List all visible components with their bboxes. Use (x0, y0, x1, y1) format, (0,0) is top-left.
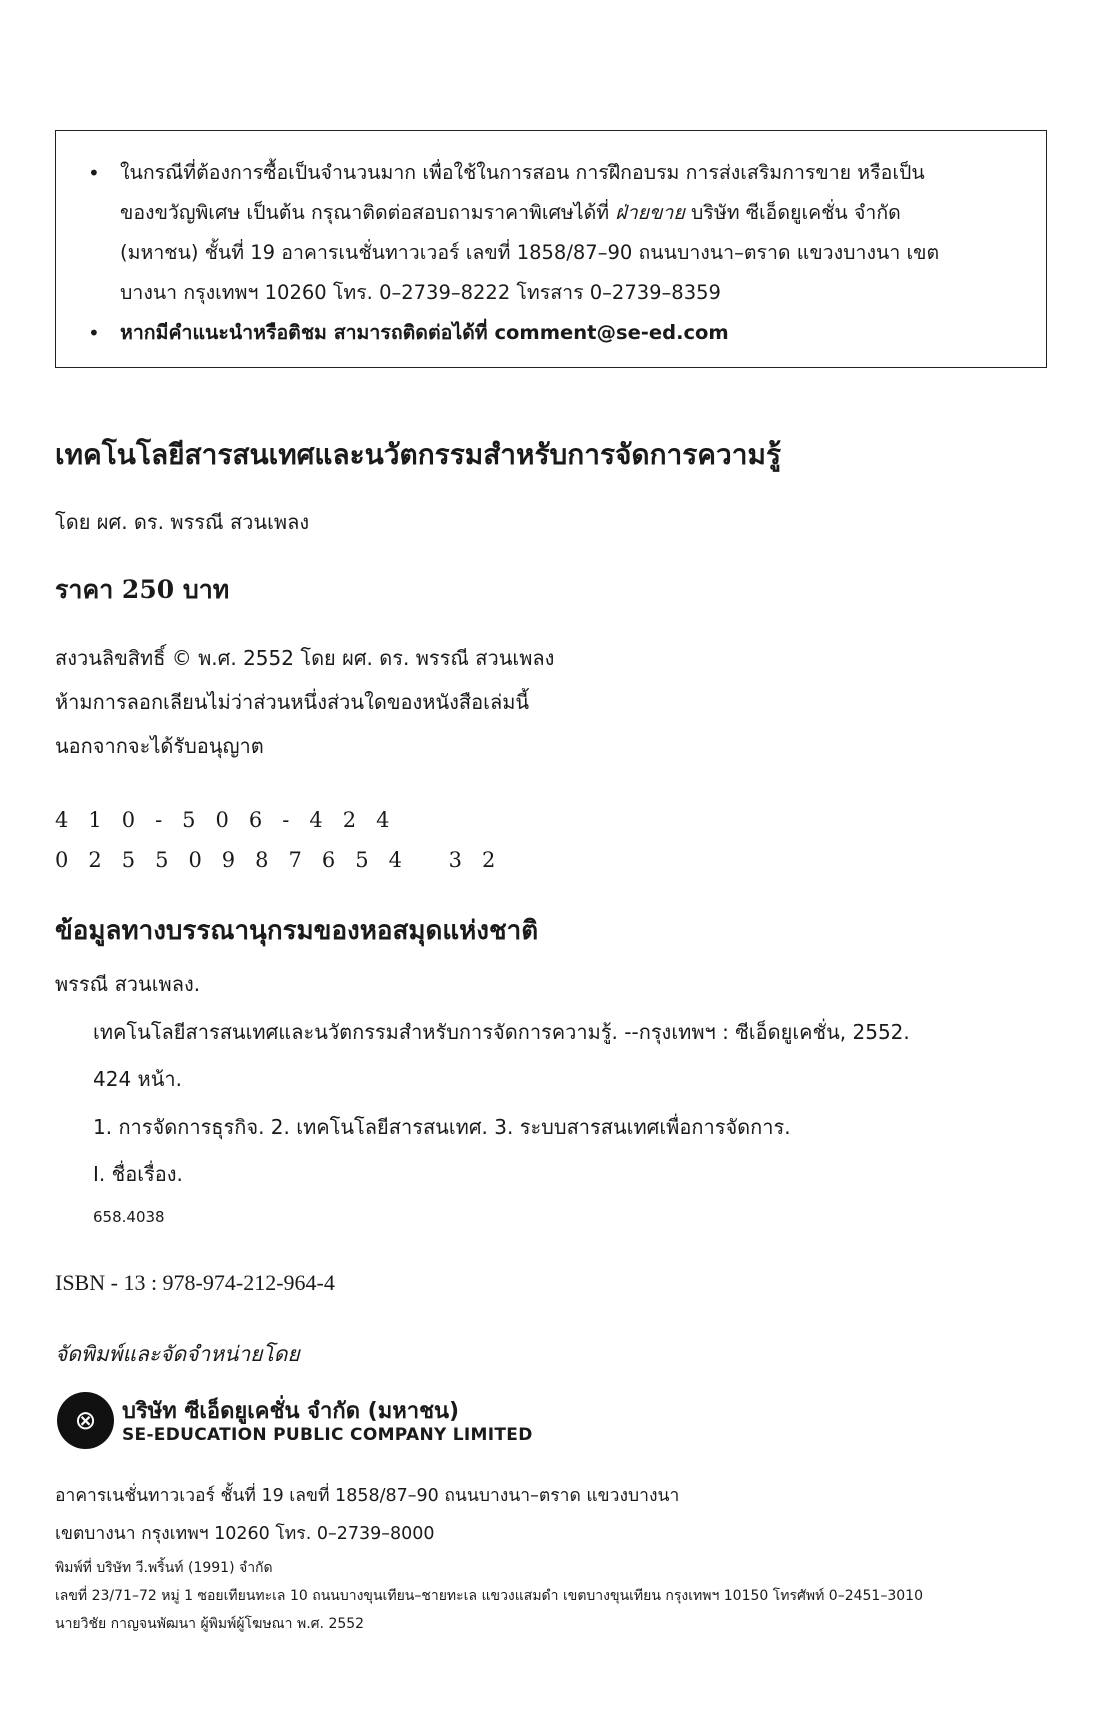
notice-line-text: ของขวัญพิเศษ เป็นต้น กรุณาติดต่อสอบถามราคาพิเศษได้ที่ (120, 201, 610, 224)
printer-info (55, 1554, 923, 1638)
publisher-logo-icon: ⊗ (57, 1392, 114, 1449)
feedback-contact: หากมีคำแนะนำหรือติชม สามารถติดต่อได้ที่ comment@se-ed.com (120, 321, 729, 344)
cip-pages: 424 หน้า. (93, 1067, 182, 1091)
copyright-notice (55, 636, 554, 768)
publisher-name-th: บริษัท ซีเอ็ดยูเคชั่น จำกัด (มหาชน) (122, 1399, 460, 1424)
cip-title-entry: I. ชื่อเรื่อง. (93, 1162, 183, 1186)
notice-line: บางนา กรุงเทพฯ 10260 โทร. 0–2739–8222 โทรสาร 0–2739–8359 (120, 281, 721, 304)
cip-heading: ข้อมูลทางบรรณานุกรมของหอสมุดแห่งชาติ (55, 916, 539, 946)
printer-line: เลขที่ 23/71–72 หมู่ 1 ซอยเทียนทะเล 10 ถนนบางขุนเทียน–ชายทะเล แขวงแสมดำ เขตบางขุนเทียน กรุงเทพฯ 10150 โทรศัพท์ 0–2451–3010 (55, 1588, 923, 1604)
print-codes (55, 800, 515, 880)
sales-dept: ฝ่ายขาย (615, 201, 685, 224)
book-code: 410-506-424 (55, 808, 410, 832)
bullet-icon: • (88, 161, 100, 185)
notice-item-bulk-purchase (86, 153, 1016, 313)
price: ราคา 250 บาท (55, 575, 230, 604)
copyright-line: นอกจากจะได้รับอนุญาต (55, 734, 264, 758)
notice-line (120, 193, 1016, 233)
printer-line: นายวิชัย กาญจนพัฒนา ผู้พิมพ์ผู้โฆษณา พ.ศ. 2552 (55, 1616, 365, 1632)
bullet-icon: • (88, 321, 100, 345)
printer-line: พิมพ์ที่ บริษัท วี.พริ้นท์ (1991) จำกัด (55, 1560, 273, 1576)
notice-item-feedback (86, 313, 1016, 353)
author-line: โดย ผศ. ดร. พรรณี สวนเพลง (55, 510, 310, 534)
isbn: ISBN - 13 : 978-974-212-964-4 (55, 1270, 335, 1295)
cip-subjects: 1. การจัดการธุรกิจ. 2. เทคโนโลยีสารสนเทศ. 3. ระบบสารสนเทศเพื่อการจัดการ. (93, 1115, 791, 1139)
notice-line: (มหาชน) ชั้นที่ 19 อาคารเนชั่นทาวเวอร์ เลขที่ 1858/87–90 ถนนบางนา–ตราด แขวงบางนา เขต (120, 241, 940, 264)
cip-title: เทคโนโลยีสารสนเทศและนวัตกรรมสำหรับการจัดการความรู้. --กรุงเทพฯ : ซีเอ็ดยูเคชั่น, 2552. (93, 1020, 910, 1044)
distributor-label: จัดพิมพ์และจัดจำหน่ายโดย (55, 1342, 300, 1366)
cip-class-number: 658.4038 (93, 1208, 165, 1226)
address-line: เขตบางนา กรุงเทพฯ 10260 โทร. 0–2739–8000 (55, 1524, 435, 1544)
copyright-line: ห้ามการลอกเลียนไม่ว่าส่วนหนึ่งส่วนใดของหนังสือเล่มนี้ (55, 690, 530, 714)
printing-code: 02550987654 32 (55, 848, 516, 872)
book-title: เทคโนโลยีสารสนเทศและนวัตกรรมสำหรับการจัดการความรู้ (55, 438, 781, 471)
purchase-notice-box (55, 130, 1047, 368)
address-line: อาคารเนชั่นทาวเวอร์ ชั้นที่ 19 เลขที่ 1858/87–90 ถนนบางนา–ตราด แขวงบางนา (55, 1486, 680, 1506)
publisher-address (55, 1477, 679, 1553)
publisher-name-en: SE-EDUCATION PUBLIC COMPANY LIMITED (122, 1425, 533, 1445)
copyright-line: สงวนลิขสิทธิ์ © พ.ศ. 2552 โดย ผศ. ดร. พรรณี สวนเพลง (55, 646, 555, 670)
company-short: บริษัท ซีเอ็ดยูเคชั่น จำกัด (691, 201, 901, 224)
notice-line: ในกรณีที่ต้องการซื้อเป็นจำนวนมาก เพื่อใช้ในการสอน การฝึกอบรม การส่งเสริมการขาย หรือเป็น (120, 161, 925, 184)
cip-author: พรรณี สวนเพลง. (55, 972, 201, 996)
